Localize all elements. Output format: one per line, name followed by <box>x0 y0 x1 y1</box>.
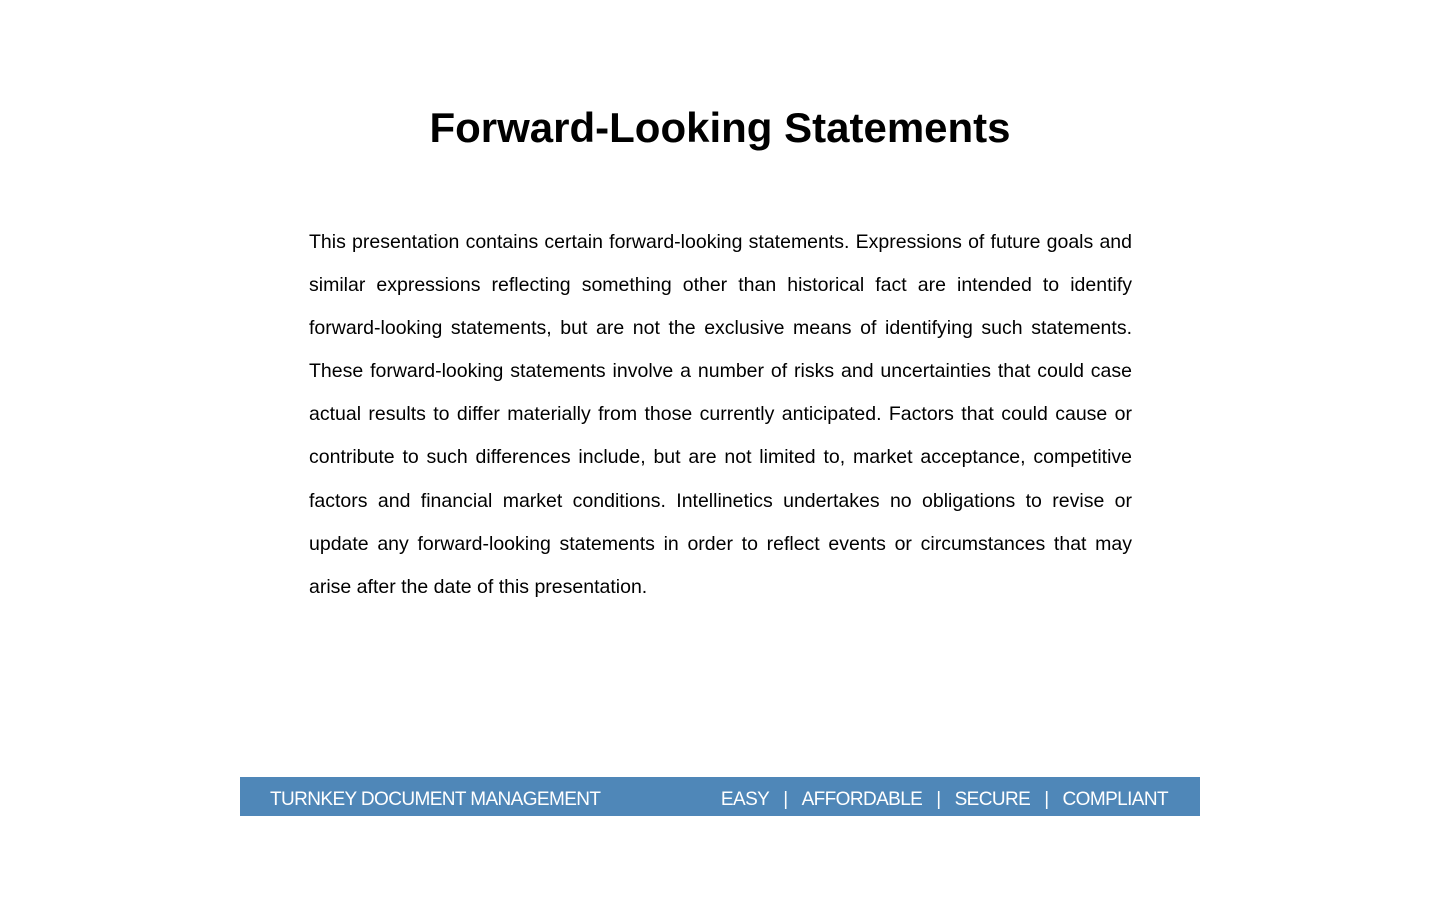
footer-taglines <box>721 777 1168 822</box>
tagline-separator: | <box>1044 789 1049 810</box>
tagline-compliant: COMPLIANT <box>1062 789 1168 810</box>
tagline-affordable: AFFORDABLE <box>801 789 923 810</box>
disclaimer-paragraph: This presentation contains certain forward-looking statements. Expressions of future goals and similar expressions reflecting something other than historical fact are intended to identify forward-looking statements, but are not the exclusive means of identifying such statements. These forward-looking statements involve a number of risks and uncertainties that could case actual results to differ materially from those currently anticipated. Factors that could cause or contribute to such differences include, but are not limited to, market acceptance, competitive factors and financial market conditions. Intellinetics undertakes no obligations to revise or update any forward-looking statements in order to reflect events or circumstances that may arise after the date of this presentation. <box>309 231 1132 598</box>
tagline-separator: | <box>936 789 941 810</box>
footer-product-label: TURNKEY DOCUMENT MANAGEMENT <box>270 789 601 810</box>
slide-title: Forward-Looking Statements <box>429 104 1011 151</box>
footer-bar <box>240 777 1200 816</box>
tagline-secure: SECURE <box>954 789 1031 810</box>
tagline-easy: EASY <box>720 789 770 810</box>
tagline-separator: | <box>783 789 788 810</box>
